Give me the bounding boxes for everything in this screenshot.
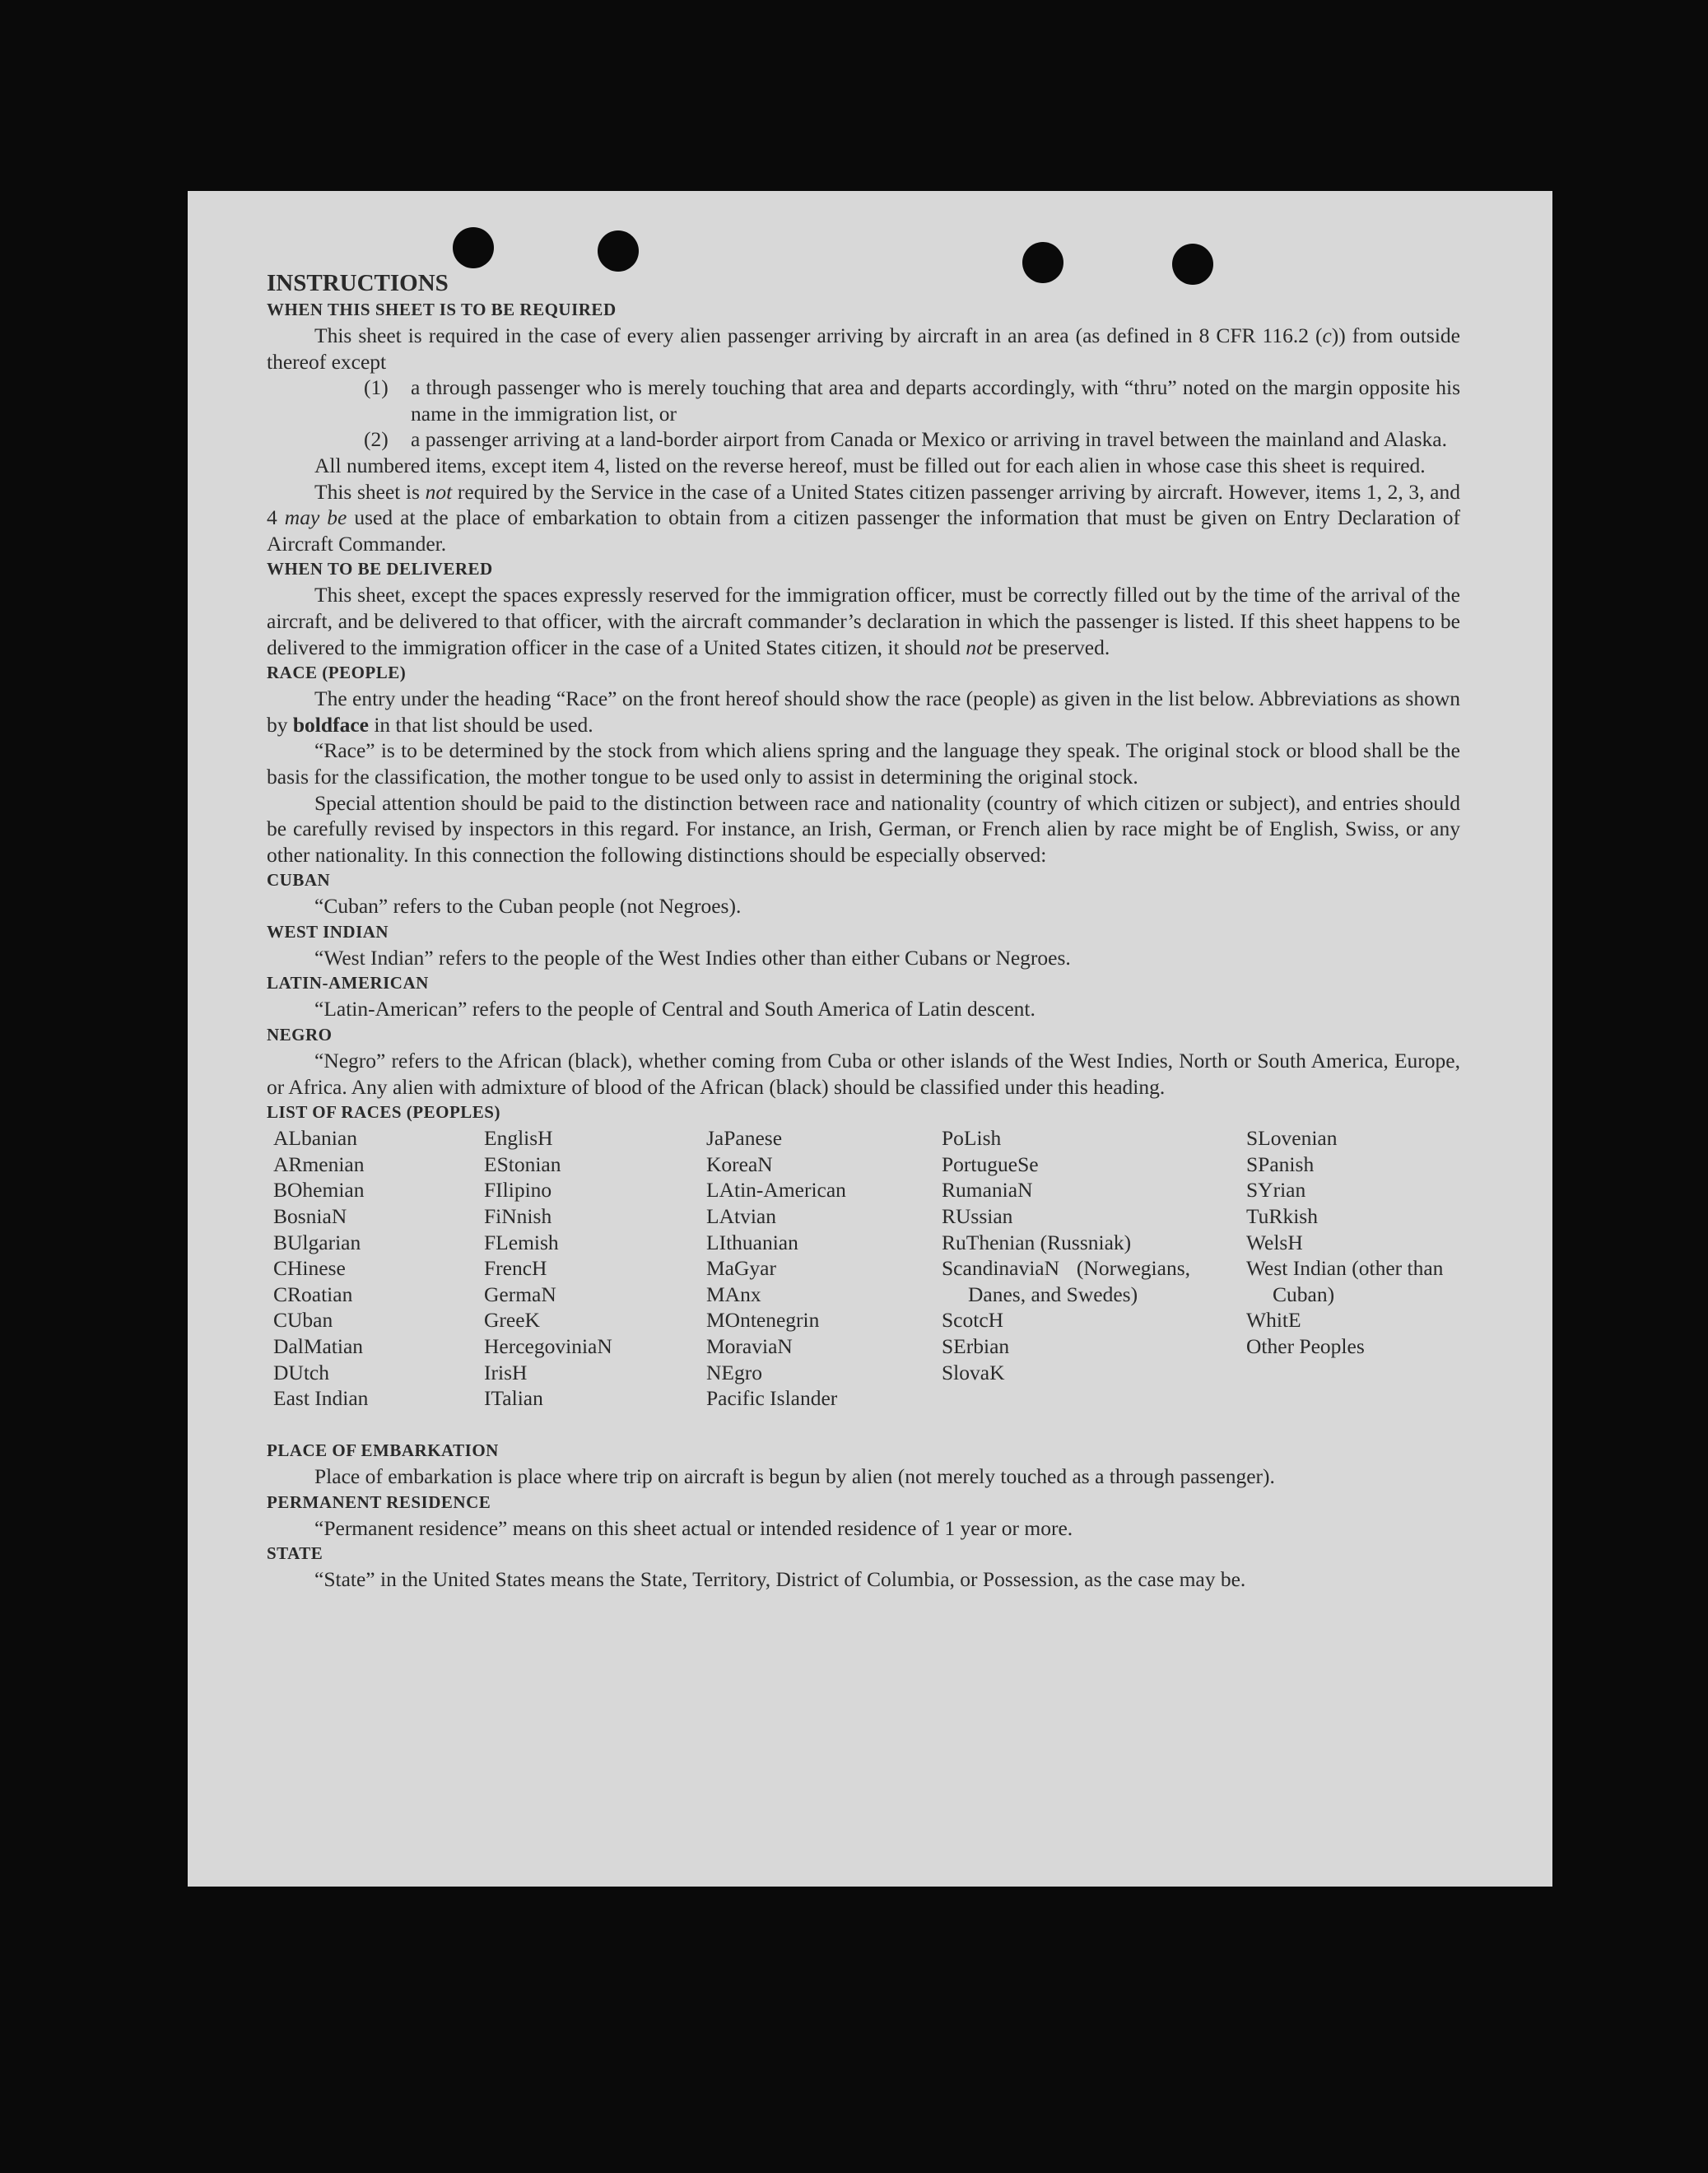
document-body bbox=[267, 269, 1460, 1593]
numbered-item-1: (1) a through passenger who is merely touching that area and departs accordingly, with “thru” noted on the margin opposite his name in the immigration list, or bbox=[364, 375, 1460, 426]
race-entry: MoraviaN bbox=[706, 1334, 793, 1358]
race-entry: WhitE bbox=[1246, 1308, 1301, 1333]
race-entry: TuRkish bbox=[1246, 1204, 1318, 1229]
races-column bbox=[484, 1125, 698, 1412]
section-heading-race: RACE (PEOPLE) bbox=[267, 663, 407, 683]
race-entry: GreeK bbox=[484, 1308, 540, 1333]
race-entry: RUssian bbox=[942, 1204, 1013, 1229]
paragraph: All numbered items, except item 4, listed on the reverse hereof, must be filled out for each alien in whose case this sheet is required. bbox=[314, 453, 1426, 477]
race-entry: SErbian bbox=[942, 1334, 1010, 1358]
paragraph: This sheet is not required by the Service in the case of a United States citizen passenger arriving by aircraft. However, items 1, 2, 3, and 4 may be used at the place of embarkation to obtain from a citizen passenger the information that must be given on Entry Declaration of Aircraft Commander. bbox=[267, 479, 1460, 556]
race-entry: BosniaN bbox=[273, 1204, 347, 1229]
section-heading-embarkation: PLACE OF EMBARKATION bbox=[267, 1440, 499, 1461]
race-entry: MaGyar bbox=[706, 1256, 776, 1281]
race-entry: DUtch bbox=[273, 1360, 329, 1384]
paragraph: Place of embarkation is place where trip on aircraft is begun by alien (not merely touched as a through passenger). bbox=[314, 1464, 1275, 1489]
paragraph: “Cuban” refers to the Cuban people (not Negroes). bbox=[314, 894, 742, 919]
race-entry: ScandinaviaN (Norwegians, Danes, and Swedes) bbox=[942, 1256, 1190, 1306]
race-entry: GermaN bbox=[484, 1282, 556, 1306]
punch-hole bbox=[598, 230, 639, 272]
race-entry: Pacific Islander bbox=[706, 1386, 838, 1411]
section-heading-cuban: CUBAN bbox=[267, 870, 331, 891]
race-entry: FrencH bbox=[484, 1256, 547, 1281]
race-entry: MAnx bbox=[706, 1282, 761, 1306]
races-list bbox=[267, 1125, 1460, 1438]
race-entry: IrisH bbox=[484, 1360, 528, 1384]
race-entry: FiNnish bbox=[484, 1204, 552, 1229]
races-column bbox=[706, 1125, 928, 1412]
race-entry: East Indian bbox=[273, 1386, 369, 1411]
paragraph: The entry under the heading “Race” on the front hereof should show the race (people) as given in the list below. Abbreviations as shown by boldface in that list should be used. bbox=[267, 686, 1460, 737]
document-sheet bbox=[188, 191, 1552, 1887]
section-heading-negro: NEGRO bbox=[267, 1025, 333, 1045]
race-entry: SLovenian bbox=[1246, 1126, 1338, 1151]
race-entry: EStonian bbox=[484, 1152, 561, 1176]
race-entry: MOntenegrin bbox=[706, 1308, 820, 1333]
race-entry: KoreaN bbox=[706, 1152, 773, 1176]
race-entry: DalMatian bbox=[273, 1334, 364, 1358]
race-entry: CHinese bbox=[273, 1256, 346, 1281]
paragraph: “West Indian” refers to the people of the West Indies other than either Cubans or Negroes. bbox=[314, 945, 1071, 970]
race-entry: JaPanese bbox=[706, 1126, 783, 1151]
paragraph: “State” in the United States means the State, Territory, District of Columbia, or Possession, as the case may be. bbox=[314, 1567, 1246, 1592]
races-column bbox=[1246, 1125, 1462, 1359]
punch-hole bbox=[453, 227, 494, 268]
race-entry: LAtvian bbox=[706, 1204, 776, 1229]
page-title: INSTRUCTIONS bbox=[267, 270, 449, 296]
race-entry: CUban bbox=[273, 1308, 333, 1333]
race-entry: WelsH bbox=[1246, 1230, 1303, 1254]
races-column bbox=[942, 1125, 1190, 1385]
section-heading-when-delivered: WHEN TO BE DELIVERED bbox=[267, 559, 493, 579]
section-heading-west-indian: WEST INDIAN bbox=[267, 921, 389, 942]
races-column bbox=[273, 1125, 471, 1412]
race-entry: PortugueSe bbox=[942, 1152, 1039, 1176]
paragraph: This sheet is required in the case of every alien passenger arriving by aircraft in an area (as defined in 8 CFR 116.2 (c)) from outside thereof except bbox=[267, 323, 1460, 374]
race-entry: SYrian bbox=[1246, 1178, 1306, 1203]
race-entry: West Indian (other than Cuban) bbox=[1246, 1256, 1444, 1306]
race-entry: FLemish bbox=[484, 1230, 559, 1254]
paragraph: “Permanent residence” means on this sheet actual or intended residence of 1 year or more. bbox=[314, 1515, 1073, 1540]
paragraph: “Latin-American” refers to the people of Central and South America of Latin descent. bbox=[314, 997, 1036, 1021]
race-entry: SPanish bbox=[1246, 1152, 1315, 1176]
paragraph: Special attention should be paid to the distinction between race and nationality (country of which citizen or subject), and entries should be carefully revised by inspectors in this regard. For instance, an Irish, German, or French alien by race might be of English, Swiss, or any other nationality. In this connection the following distinctions should be especially observed: bbox=[267, 790, 1460, 867]
race-entry: PoLish bbox=[942, 1126, 1002, 1151]
race-entry: RumaniaN bbox=[942, 1178, 1033, 1203]
race-entry: CRoatian bbox=[273, 1282, 353, 1306]
paragraph: “Negro” refers to the African (black), whether coming from Cuba or other islands of the West Indies, North or South America, Europe, or Africa. Any alien with admixture of blood of the African (black) should be classified under this heading. bbox=[267, 1049, 1460, 1099]
race-entry: ARmenian bbox=[273, 1152, 365, 1176]
section-heading-latin-american: LATIN-AMERICAN bbox=[267, 973, 429, 993]
race-entry: RuThenian (Russniak) bbox=[942, 1230, 1132, 1254]
paragraph: “Race” is to be determined by the stock from which aliens spring and the language they speak. The original stock or blood shall be the basis for the classification, the mother tongue to be used only to assist in determining the original stock. bbox=[267, 738, 1460, 789]
race-entry: BUlgarian bbox=[273, 1230, 361, 1254]
section-heading-residence: PERMANENT RESIDENCE bbox=[267, 1491, 491, 1512]
race-entry: LIthuanian bbox=[706, 1230, 798, 1254]
race-entry: SlovaK bbox=[942, 1360, 1005, 1384]
race-entry: ALbanian bbox=[273, 1126, 357, 1151]
race-entry: HercegoviniaN bbox=[484, 1334, 612, 1358]
race-entry: BOhemian bbox=[273, 1178, 365, 1203]
section-heading-list-of-races: LIST OF RACES (PEOPLES) bbox=[267, 1102, 500, 1123]
race-entry: NEgro bbox=[706, 1360, 762, 1384]
numbered-item-2: (2) a passenger arriving at a land-border airport from Canada or Mexico or arriving in travel between the mainland and Alaska. bbox=[364, 427, 1447, 452]
race-entry: EnglisH bbox=[484, 1126, 553, 1151]
section-heading-state: STATE bbox=[267, 1543, 323, 1564]
race-entry: Other Peoples bbox=[1246, 1334, 1365, 1358]
paragraph: This sheet, except the spaces expressly reserved for the immigration officer, must be correctly filled out by the time of the arrival of the aircraft, and be delivered to that officer, with the aircraft commander’s declaration in which the passenger is listed. If this sheet happens to be delivered to the immigration officer in the case of a United States citizen, it should not be preserved. bbox=[267, 583, 1460, 659]
race-entry: ScotcH bbox=[942, 1308, 1004, 1333]
race-entry: LAtin-American bbox=[706, 1178, 846, 1203]
section-heading-when-required: WHEN THIS SHEET IS TO BE REQUIRED bbox=[267, 300, 617, 319]
race-entry: FIlipino bbox=[484, 1178, 552, 1203]
race-entry: ITalian bbox=[484, 1386, 543, 1411]
